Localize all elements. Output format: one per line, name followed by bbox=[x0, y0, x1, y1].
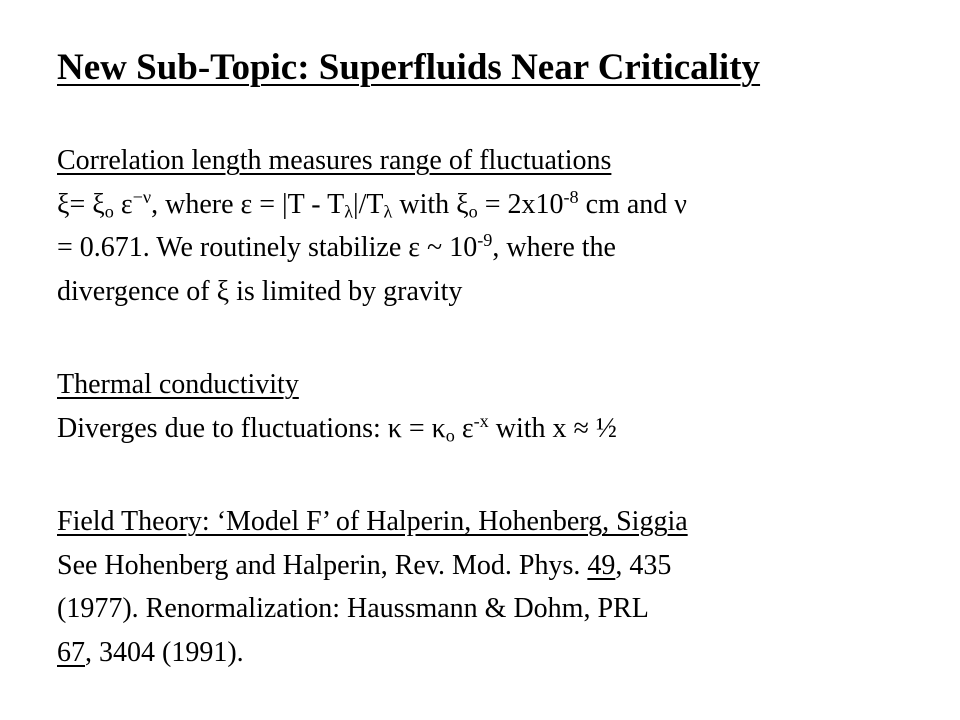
ref3-text: , 3404 (1991). bbox=[85, 636, 244, 668]
divide-text: |/T bbox=[353, 188, 384, 220]
superscript-minus-x: -x bbox=[473, 410, 489, 431]
reference-line-3 bbox=[57, 631, 917, 675]
correlation-formula-line bbox=[57, 183, 917, 227]
tail-text: cm and ν bbox=[578, 188, 687, 220]
subscript-o: o bbox=[104, 201, 114, 222]
equals: = bbox=[69, 188, 93, 220]
where-text: , where ε = |T - T bbox=[151, 188, 345, 220]
xi-o-symbol: ξ bbox=[92, 188, 105, 220]
reference-line-2: (1977). Renormalization: Haussmann & Dohm, PRL bbox=[57, 593, 649, 624]
volume-49: 49 bbox=[587, 549, 616, 581]
field-theory-section bbox=[57, 500, 917, 674]
subscript-lambda: λ bbox=[344, 201, 354, 222]
ref1-page: , 435 bbox=[615, 549, 672, 581]
correlation-length-section bbox=[57, 139, 917, 313]
subscript-lambda-2: λ bbox=[383, 201, 393, 222]
diverges-line bbox=[57, 407, 917, 451]
divergence-line: divergence of ξ is limited by gravity bbox=[57, 275, 463, 307]
superscript-exp-9: -9 bbox=[477, 230, 493, 250]
superscript-minus-nu: −ν bbox=[132, 186, 152, 207]
epsilon-text: ε bbox=[454, 412, 474, 444]
correlation-heading: Correlation length measures range of fluctuations bbox=[57, 145, 612, 176]
ref1-text: See Hohenberg and Halperin, Rev. Mod. Phys. bbox=[57, 549, 588, 581]
with-x-text: with x ≈ ½ bbox=[488, 412, 617, 444]
superscript-exp: -8 bbox=[563, 186, 579, 207]
with-text: with ξ bbox=[392, 188, 469, 220]
thermal-conductivity-section bbox=[57, 363, 917, 450]
where-the-text: , where the bbox=[492, 232, 616, 263]
diverges-text: Diverges due to fluctuations: κ = κ bbox=[57, 412, 446, 444]
xi-symbol: ξ bbox=[57, 188, 70, 220]
volume-67: 67 bbox=[57, 636, 85, 668]
value-text: = 2x10 bbox=[477, 188, 564, 220]
stabilize-line bbox=[57, 226, 917, 270]
epsilon-symbol: ε bbox=[113, 188, 133, 220]
reference-line-1 bbox=[57, 544, 917, 588]
slide-title: New Sub-Topic: Superfluids Near Criticality bbox=[57, 47, 761, 88]
thermal-heading: Thermal conductivity bbox=[57, 369, 299, 400]
stabilize-text: = 0.671. We routinely stabilize ε ~ 10 bbox=[57, 232, 478, 263]
subscript-o-kappa: o bbox=[445, 425, 455, 446]
field-theory-heading: Field Theory: ‘Model F’ of Halperin, Hohenberg, Siggia bbox=[57, 506, 688, 537]
subscript-o-2: o bbox=[468, 201, 478, 222]
